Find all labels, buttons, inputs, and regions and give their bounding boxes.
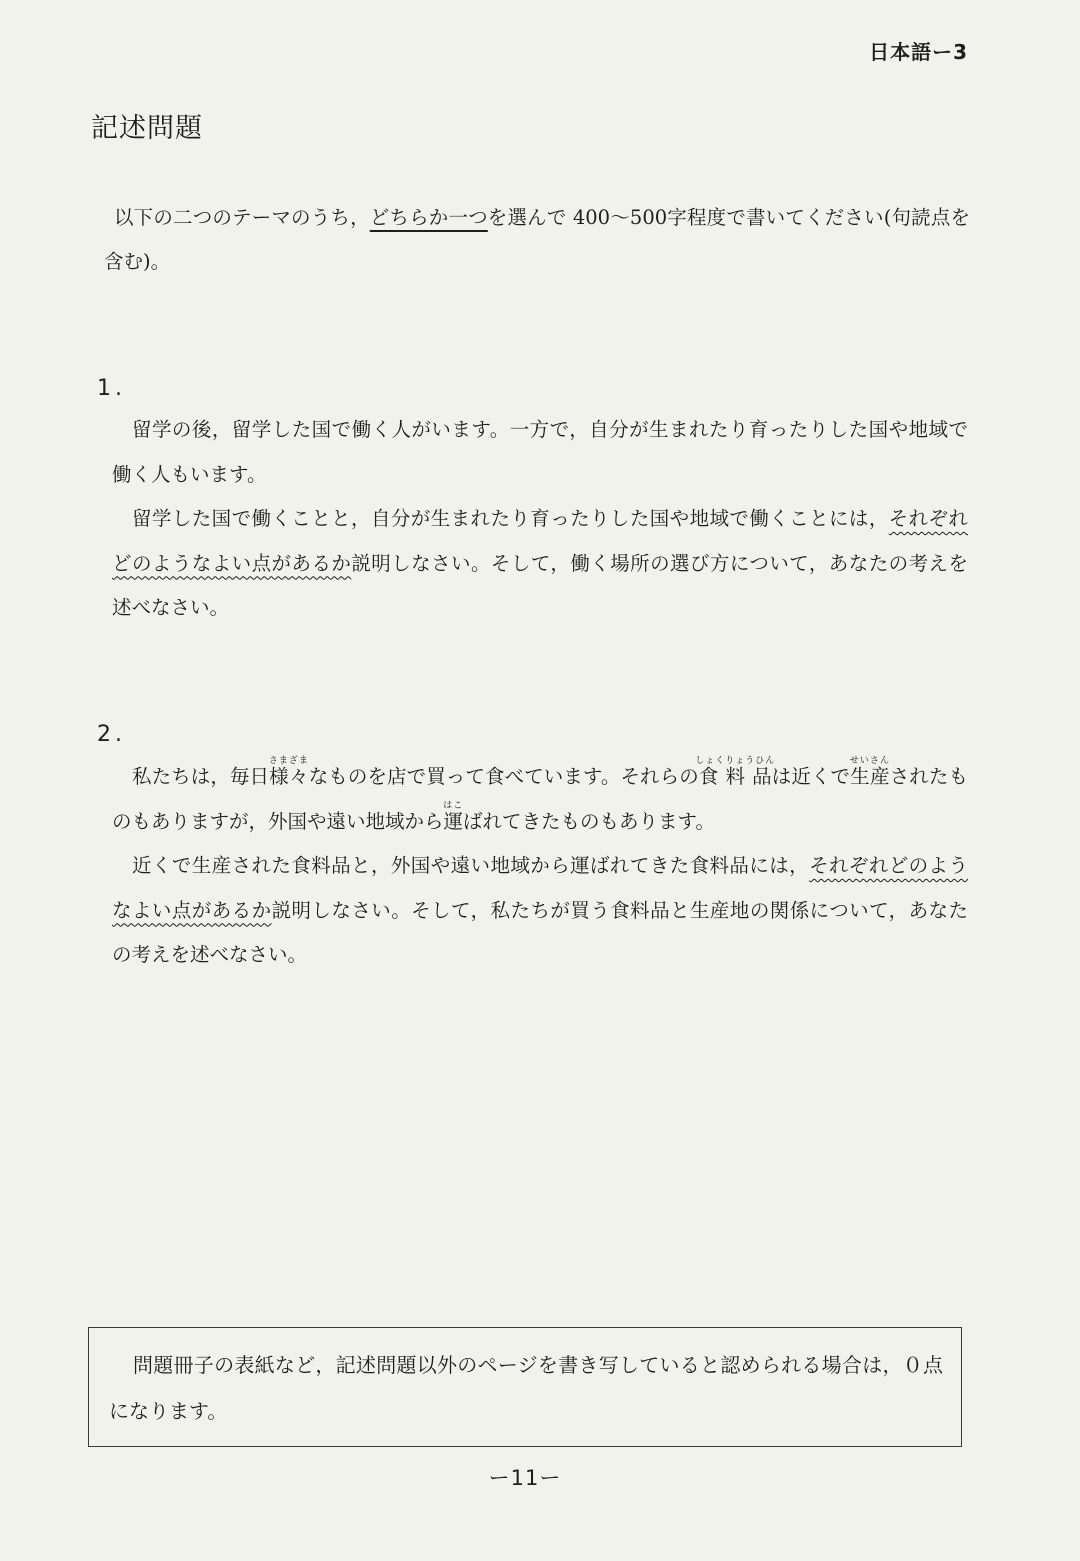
question-2-number: 2. [97,722,126,747]
ruby-base: 生産 [849,765,890,788]
question-1-number: 1. [97,376,126,401]
instructions-emphasis: どちらか一つ [369,206,488,229]
ruby-reading: しょくりょうひん [695,756,776,766]
page-header-subject: 日本語ー3 [869,40,968,64]
question-1-prompt-cont: 説明しなさい。そして，働く場所の選び方について，あなたの考えを述べなさい。 [112,551,968,619]
question-2-paragraph-1 [112,755,968,844]
ruby-reading: せいさん [849,756,890,766]
question-2-prompt: 近くで生産された食料品と，外国や遠い地域から運ばれてきた食料品には， [132,854,810,877]
ruby-samazama [268,756,309,788]
question-1-body [112,408,968,631]
question-1-paragraph-1: 留学の後，留学した国で働く人がいます。一方で，自分が生まれたり育ったりした国や地域で働く人もいます。 [112,418,968,486]
question-2-text: なものを店で買って食べています。それらの [308,765,699,788]
instructions-text-cont: を選んで 400～500字程度で書いてください(句読点を含む)。 [104,206,970,273]
ruby-reading: さまざま [268,756,309,766]
question-2-body [112,755,968,978]
ruby-hako [443,800,464,833]
notice-text: 問題冊子の表紙など，記述問題以外のページを書き写していると認められる場合は，０点になります。 [109,1353,943,1423]
question-2-emphasis: それぞれどのようなよい点があるか [112,854,968,922]
question-1-paragraph-2 [112,497,968,631]
ruby-base: 運 [443,809,464,833]
notice-box [88,1327,962,1447]
question-1-emphasis: それぞれどのようなよい点があるか [112,507,968,575]
question-2-paragraph-2 [112,844,968,978]
question-2-prompt-cont: 説明しなさい。そして，私たちが買う食料品と生産地の関係について，あなたの考えを述べなさい。 [112,898,968,966]
section-title: 記述問題 [91,113,203,144]
question-1-prompt: 留学した国で働くことと，自分が生まれたり育ったりした国や地域で働くことには， [132,507,889,530]
question-2-text: ばれてきたものもあります。 [463,809,715,833]
ruby-reading: はこ [443,800,464,811]
instructions-text: 以下の二つのテーマのうち， [114,206,370,229]
question-2-text: は近くで [771,765,851,788]
ruby-base: 食料品 [695,765,776,788]
instructions [104,196,970,284]
page-number: ー11ー [488,1466,562,1490]
ruby-shokuryouhin [695,756,776,788]
ruby-base: 様々 [268,765,309,788]
question-2-text: されたものもありますが，外国や遠い地域から [112,765,968,833]
question-2-text: 私たちは，毎日 [132,765,270,788]
ruby-seisan [849,756,890,788]
